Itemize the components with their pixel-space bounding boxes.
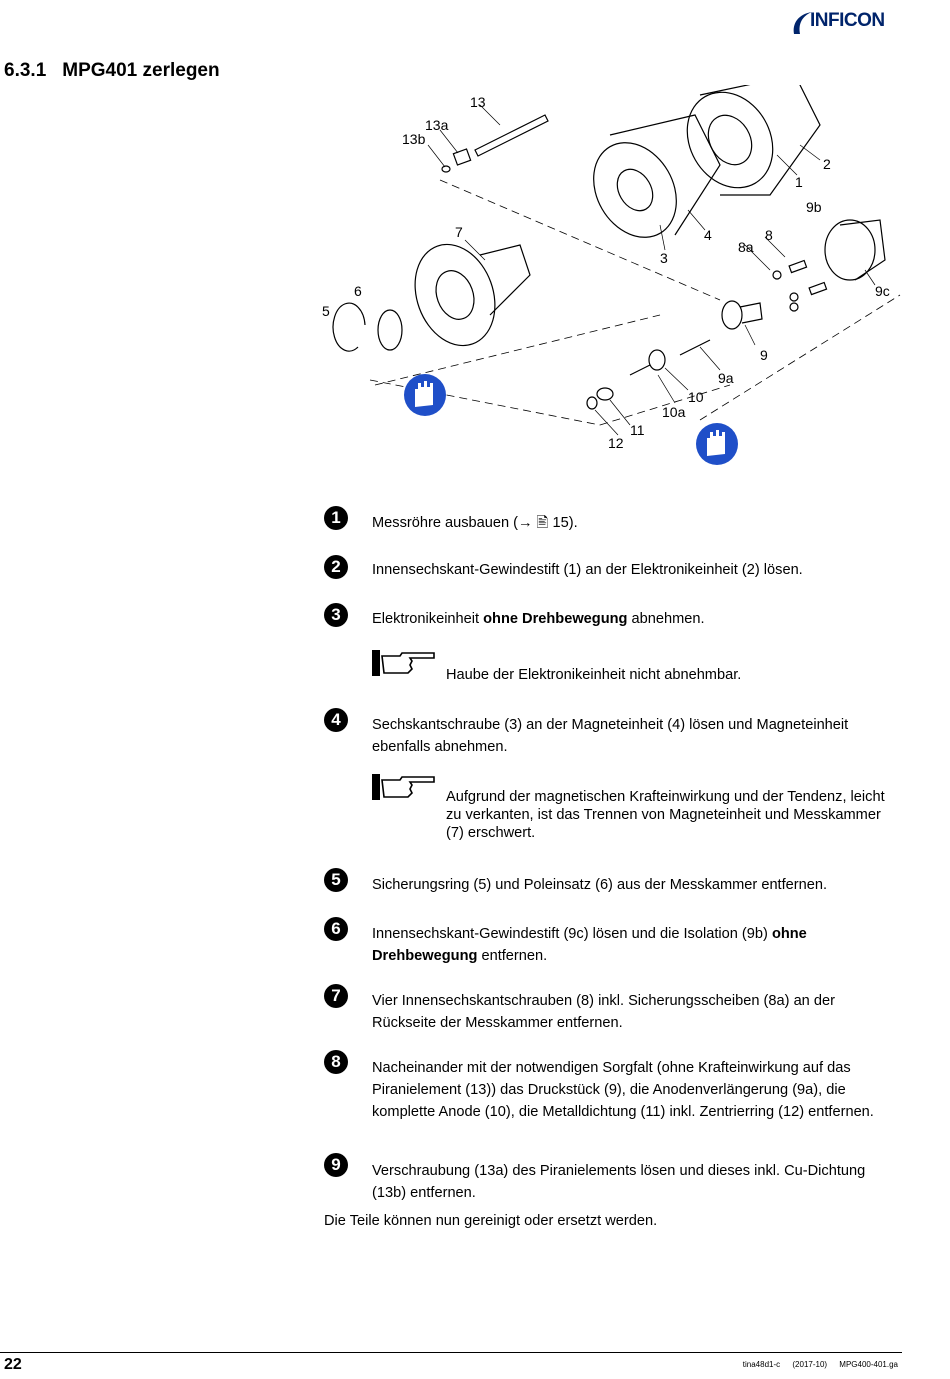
- label-3: 3: [660, 250, 668, 266]
- exploded-view-drawing: [300, 85, 910, 485]
- step-text: [372, 923, 892, 967]
- step-text-part: abnehmen.: [627, 611, 705, 627]
- step-text: Vier Innensechskantschrauben (8) inkl. Sicherungsscheiben (8a) an der Rückseite der Messkammer entfernen.: [372, 993, 835, 1031]
- step-text-part: entfernen.: [477, 948, 548, 964]
- step-number-badge: 7: [324, 984, 348, 1008]
- label-9a: 9a: [718, 370, 734, 386]
- label-1: 1: [795, 174, 803, 190]
- label-12: 12: [608, 435, 624, 451]
- label-6: 6: [354, 283, 362, 299]
- section-number: 6.3.1: [4, 60, 47, 81]
- step-text: Sechskantschraube (3) an der Magneteinheit (4) lösen und Magneteinheit ebenfalls abnehmen.: [372, 717, 849, 755]
- label-8: 8: [765, 227, 773, 243]
- step-text-part: Messröhre ausbauen (→: [372, 515, 537, 531]
- pointing-hand-icon: [372, 772, 436, 802]
- step-text: [372, 512, 892, 534]
- label-9b: 9b: [806, 199, 822, 215]
- note-text: Aufgrund der magnetischen Krafteinwirkung und der Tendenz, leicht zu verkanten, ist das Trennen von Magneteinheit und Messkammer (7) erschwert.: [446, 789, 885, 841]
- step-text-part: ).: [568, 515, 578, 531]
- note-text: Haube der Elektronikeinheit nicht abnehmbar.: [446, 667, 742, 683]
- step-number-badge: 5: [324, 868, 348, 892]
- closing-text: Die Teile können nun gereinigt oder ersetzt werden.: [324, 1213, 658, 1229]
- step-text: Sicherungsring (5) und Poleinsatz (6) aus der Messkammer entfernen.: [372, 877, 828, 893]
- page-number: 22: [4, 1356, 22, 1373]
- inficon-logo: [790, 8, 905, 36]
- step-number-badge: 3: [324, 603, 348, 627]
- label-13a: 13a: [425, 117, 449, 133]
- step-number-badge: 6: [324, 917, 348, 941]
- step-number-badge: 1: [324, 506, 348, 530]
- step-number-badge: 8: [324, 1050, 348, 1074]
- label-10: 10: [688, 389, 704, 405]
- step-number-badge: 2: [324, 555, 348, 579]
- step-text: [372, 608, 892, 630]
- gloves-icon: [404, 374, 446, 416]
- label-9: 9: [760, 347, 768, 363]
- page-reference-link[interactable]: 🖹 15: [536, 515, 569, 531]
- label-11: 11: [630, 422, 645, 438]
- step-text-emphasis: ohne Drehbewegung: [483, 611, 628, 627]
- pointing-hand-icon: [372, 648, 436, 678]
- label-2: 2: [823, 156, 831, 172]
- gloves-icon: [696, 423, 738, 465]
- footer-divider: [0, 1352, 902, 1353]
- step-text: Innensechskant-Gewindestift (1) an der Elektronikeinheit (2) lösen.: [372, 562, 803, 578]
- footer-metadata: [733, 1360, 898, 1369]
- document-date: (2017-10): [792, 1360, 828, 1369]
- brand-name: INFICON: [810, 10, 885, 31]
- step-text: Nacheinander mit der notwendigen Sorgfalt (ohne Krafteinwirkung auf das Piranielement (13)) das Druckstück (9), die Anodenverlängerung (9a), die komplette Anode (10), die Metalldichtung (11) inkl. Zentrierring (12) entfernen.: [372, 1060, 874, 1120]
- document-id: tina48d1-c: [742, 1360, 781, 1369]
- label-5: 5: [322, 303, 330, 319]
- step-number-badge: 4: [324, 708, 348, 732]
- step-number-badge: 9: [324, 1153, 348, 1177]
- step-text: Verschraubung (13a) des Piranielements lösen und dieses inkl. Cu-Dichtung (13b) entfernen.: [372, 1163, 866, 1201]
- document-file: MPG400-401.ga: [839, 1360, 898, 1369]
- label-13: 13: [470, 94, 486, 110]
- step-text-part: Elektronikeinheit: [372, 611, 484, 627]
- label-8a: 8a: [738, 239, 754, 255]
- label-9c: 9c: [875, 283, 890, 299]
- section-title: MPG401 zerlegen: [62, 60, 220, 81]
- label-10a: 10a: [662, 404, 686, 420]
- section-heading: [4, 60, 220, 82]
- label-7: 7: [455, 224, 463, 240]
- step-text-emphasis: ohne Drehbewegung: [372, 926, 807, 964]
- exploded-view-figure: [300, 85, 910, 485]
- step-text-part: Innensechskant-Gewindestift (9c) lösen und die Isolation (9b): [372, 926, 772, 942]
- label-13b: 13b: [402, 131, 426, 147]
- label-4: 4: [704, 227, 712, 243]
